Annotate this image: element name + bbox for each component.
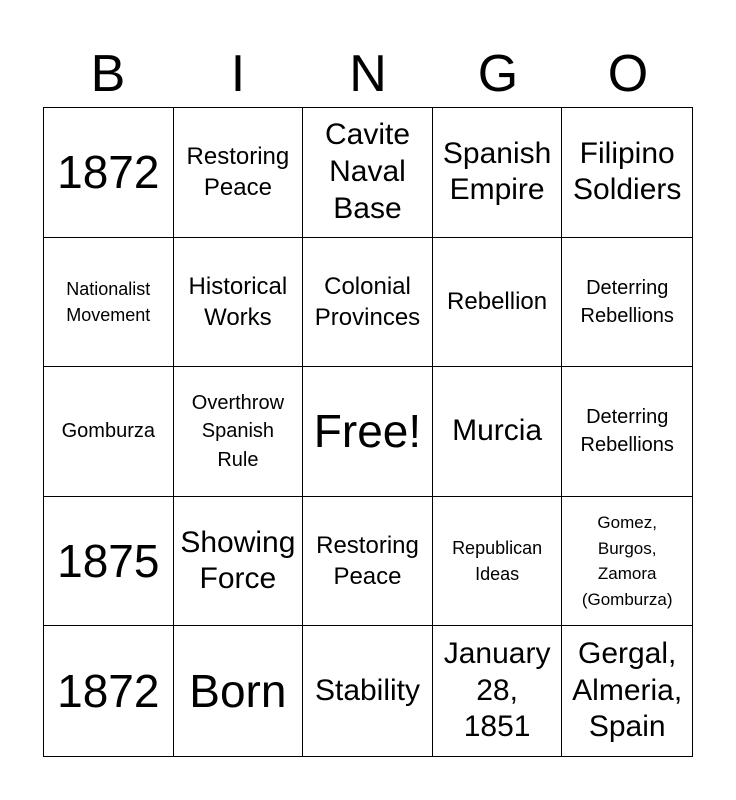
- bingo-cell[interactable]: [433, 367, 563, 497]
- cell-text: Gomez, Burgos, Zamora (Gomburza): [581, 513, 673, 609]
- bingo-cell[interactable]: [303, 238, 433, 368]
- cell-text: 1872: [57, 146, 160, 198]
- header-letter-o: O: [607, 45, 649, 103]
- cell-text: Republican Ideas: [452, 538, 543, 585]
- cell-text: Filipino Soldiers: [573, 136, 682, 207]
- bingo-cell[interactable]: [44, 108, 174, 238]
- cell-text: Gomburza: [61, 420, 155, 443]
- header-letter-n: N: [349, 45, 387, 103]
- cell-text: Rebellion: [447, 288, 548, 316]
- bingo-cell[interactable]: [303, 626, 433, 756]
- bingo-cell[interactable]: [174, 238, 304, 368]
- bingo-cell[interactable]: [562, 108, 692, 238]
- cell-text: Overthrow Spanish Rule: [191, 391, 285, 471]
- bingo-cell[interactable]: [562, 626, 692, 756]
- cell-text: Nationalist Movement: [66, 278, 151, 325]
- cell-text: Deterring Rebellions: [580, 406, 674, 457]
- bingo-cell[interactable]: [562, 238, 692, 368]
- cell-text: Restoring Peace: [316, 531, 419, 591]
- bingo-header: [43, 40, 693, 108]
- bingo-cell[interactable]: [174, 108, 304, 238]
- cell-text: Historical Works: [188, 272, 288, 331]
- cell-text: 1875: [57, 534, 160, 587]
- bingo-cell[interactable]: [174, 626, 304, 756]
- bingo-free-cell[interactable]: [303, 367, 433, 497]
- bingo-cell[interactable]: [174, 367, 304, 497]
- bingo-cell[interactable]: [44, 367, 174, 497]
- cell-text: Deterring Rebellions: [580, 276, 674, 327]
- bingo-grid: [43, 107, 693, 757]
- cell-text: January 28, 1851: [443, 637, 551, 744]
- cell-text: Born: [189, 664, 287, 717]
- cell-text: 1872: [57, 664, 160, 717]
- bingo-cell[interactable]: [44, 626, 174, 756]
- cell-text: Gergal, Almeria, Spain: [572, 637, 683, 744]
- header-letter-b: B: [90, 45, 126, 103]
- cell-text: Restoring Peace: [186, 143, 290, 202]
- cell-text: Showing Force: [180, 525, 296, 596]
- cell-text: Cavite Naval Base: [324, 118, 411, 225]
- bingo-cell[interactable]: [44, 497, 174, 627]
- free-space-text: Free!: [313, 405, 422, 458]
- cell-text: Murcia: [452, 414, 543, 448]
- cell-text: Spanish Empire: [442, 136, 552, 207]
- bingo-cell[interactable]: [562, 497, 692, 627]
- bingo-cell[interactable]: [44, 238, 174, 368]
- bingo-cell[interactable]: [562, 367, 692, 497]
- bingo-cell[interactable]: [433, 497, 563, 627]
- header-letter-g: G: [477, 45, 519, 103]
- bingo-cell[interactable]: [174, 497, 304, 627]
- bingo-cell[interactable]: [433, 626, 563, 756]
- bingo-cell[interactable]: [303, 108, 433, 238]
- cell-text: Colonial Provinces: [314, 272, 421, 331]
- bingo-cell[interactable]: [303, 497, 433, 627]
- cell-text: Stability: [314, 673, 421, 707]
- bingo-cell[interactable]: [433, 238, 563, 368]
- bingo-cell[interactable]: [433, 108, 563, 238]
- header-letter-i: I: [230, 45, 246, 103]
